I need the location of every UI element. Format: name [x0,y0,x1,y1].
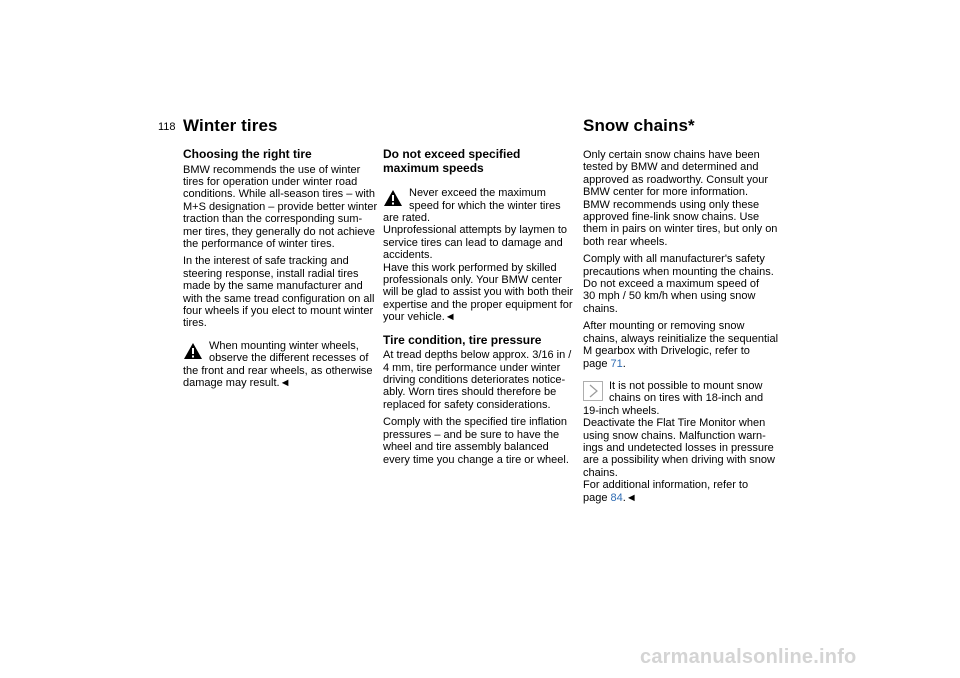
text-line: ings and undetected losses in pressure [583,441,774,454]
watermark: carmanualsonline.info [640,646,857,668]
paragraph [383,416,579,466]
text-line: service tires can lead to damage and [383,236,563,249]
heading-line: Do not exceed specified [383,147,521,161]
text-line: your vehicle.◄ [383,311,456,324]
text-line: observe the different recesses of [209,352,369,365]
text-line: approved as roadworthy. Consult your [583,173,769,186]
text-line: professionals only. Your BMW center [383,274,562,287]
text-line: 19-inch wheels. [583,404,660,417]
text-line: the front and rear wheels, as otherwise [183,364,373,377]
text-line: are rated. [383,212,431,224]
subheading-choosing-tire: Choosing the right tire [183,147,312,161]
paragraph [583,149,779,248]
text-line: the performance of winter tires. [183,238,335,251]
info-note [583,380,779,504]
paragraph [583,320,779,370]
text-line: M+S designation – provide better winter [183,200,378,213]
text-line: Unprofessional attempts by laymen to [383,224,568,237]
column-snow-chains [583,149,779,504]
text-line: BMW center for more information. [583,186,749,199]
text-line: them in pairs on winter tires, but only on [583,223,778,236]
text-line: made by the same manufacturer and [183,280,363,293]
text-line: driving conditions deteriorates notice- [383,374,566,387]
section-title-snow-chains: Snow chains* [583,116,695,135]
text-line: every time you change a tire or wheel. [383,453,569,466]
warning-note [383,187,579,323]
punctuation: . [622,357,626,370]
text-line: Comply with all manufacturer's safety [583,253,765,266]
note-arrow-icon [583,381,603,401]
text-line: pressures – and be sure to have the [383,428,560,441]
text-line: speed for which the winter tires [409,199,561,212]
punctuation: .◄ [622,491,637,504]
text-line: At tread depths below approx. 3/16 in / [383,349,572,362]
text-line: accidents. [383,249,433,262]
text-line: chains. [583,466,618,479]
text-line: steering response, install radial tires [183,267,359,280]
text-line: wheel and tire assembly balanced [383,441,549,454]
text-line: four wheels if you elect to mount winter [183,305,374,318]
text-line: Have this work performed by skilled [383,261,557,274]
text-line: mer tires, they generally do not achieve [183,225,375,238]
text-line: 4 mm, tire performance under winter [383,361,561,374]
text-line: tires for operation under winter road [183,176,358,188]
page-link-84[interactable]: 84 [610,491,623,504]
text-line: traction than the corresponding sum- [183,213,363,226]
page-ref-prefix: page [583,357,611,370]
text-line: conditions. While all-season tires – with [183,188,375,201]
text-line [583,492,779,504]
paragraph [583,253,779,315]
text-line: replaced for safety considerations. [383,398,551,411]
warning-note [183,340,379,390]
text-line: approved fine-link snow chains. Use [583,211,760,224]
subheading-max-speeds [383,148,579,175]
text-line: chains. [583,302,618,315]
text-line: BMW recommends using only these [583,198,760,211]
text-line: After mounting or removing snow [583,320,745,333]
text-line: It is not possible to mount snow [609,379,763,392]
text-line: 30 mph / 50 km/h when using snow [583,290,756,303]
text-line: For additional information, refer to [583,479,749,492]
text-line: with the same tread configuration on all [183,292,375,305]
page-number: 118 [158,121,176,133]
page-ref-prefix: page [583,491,611,504]
text-line: will be glad to assist you with both their [383,286,574,299]
text-line: Deactivate the Flat Tire Monitor when [583,417,766,430]
paragraph [183,164,379,251]
text-line: Only certain snow chains have been [583,149,760,161]
text-line: chains, always reinitialize the sequential [583,332,779,345]
text-line [583,358,779,370]
column-winter-tires [183,148,379,390]
text-line: When mounting winter wheels, [209,339,359,352]
heading-line: maximum speeds [383,160,484,175]
text-line: Comply with the specified tire inflation [383,416,568,429]
text-line: are a possibility when driving with snow [583,454,775,467]
warning-triangle-icon [183,341,203,361]
paragraph [383,349,579,411]
text-line: Do not exceed a maximum speed of [583,278,760,291]
text-line: Never exceed the maximum [409,187,546,200]
text-line: expertise and the proper equipment for [383,298,573,311]
text-line: using snow chains. Malfunction warn- [583,429,766,442]
column-speed-and-condition [383,148,579,471]
text-line: BMW recommends the use of winter [183,163,361,176]
text-line: precautions when mounting the chains. [583,265,774,278]
text-line: tested by BMW and determined and [583,161,759,174]
text-line: M gearbox with Drivelogic, refer to [583,345,750,358]
warning-triangle-icon [383,188,403,208]
text-line: chains on tires with 18-inch and [609,392,764,405]
text-line: both rear wheels. [583,235,668,248]
text-line: ably. Worn tires should therefore be [383,386,557,399]
subheading-tire-condition: Tire condition, tire pressure [383,332,542,347]
paragraph [183,255,379,329]
text-line: damage may result.◄ [183,377,291,390]
page-link-71[interactable]: 71 [610,357,623,370]
section-title-winter-tires: Winter tires [183,116,278,135]
text-line: In the interest of safe tracking and [183,255,349,268]
text-line: tires. [183,317,207,330]
